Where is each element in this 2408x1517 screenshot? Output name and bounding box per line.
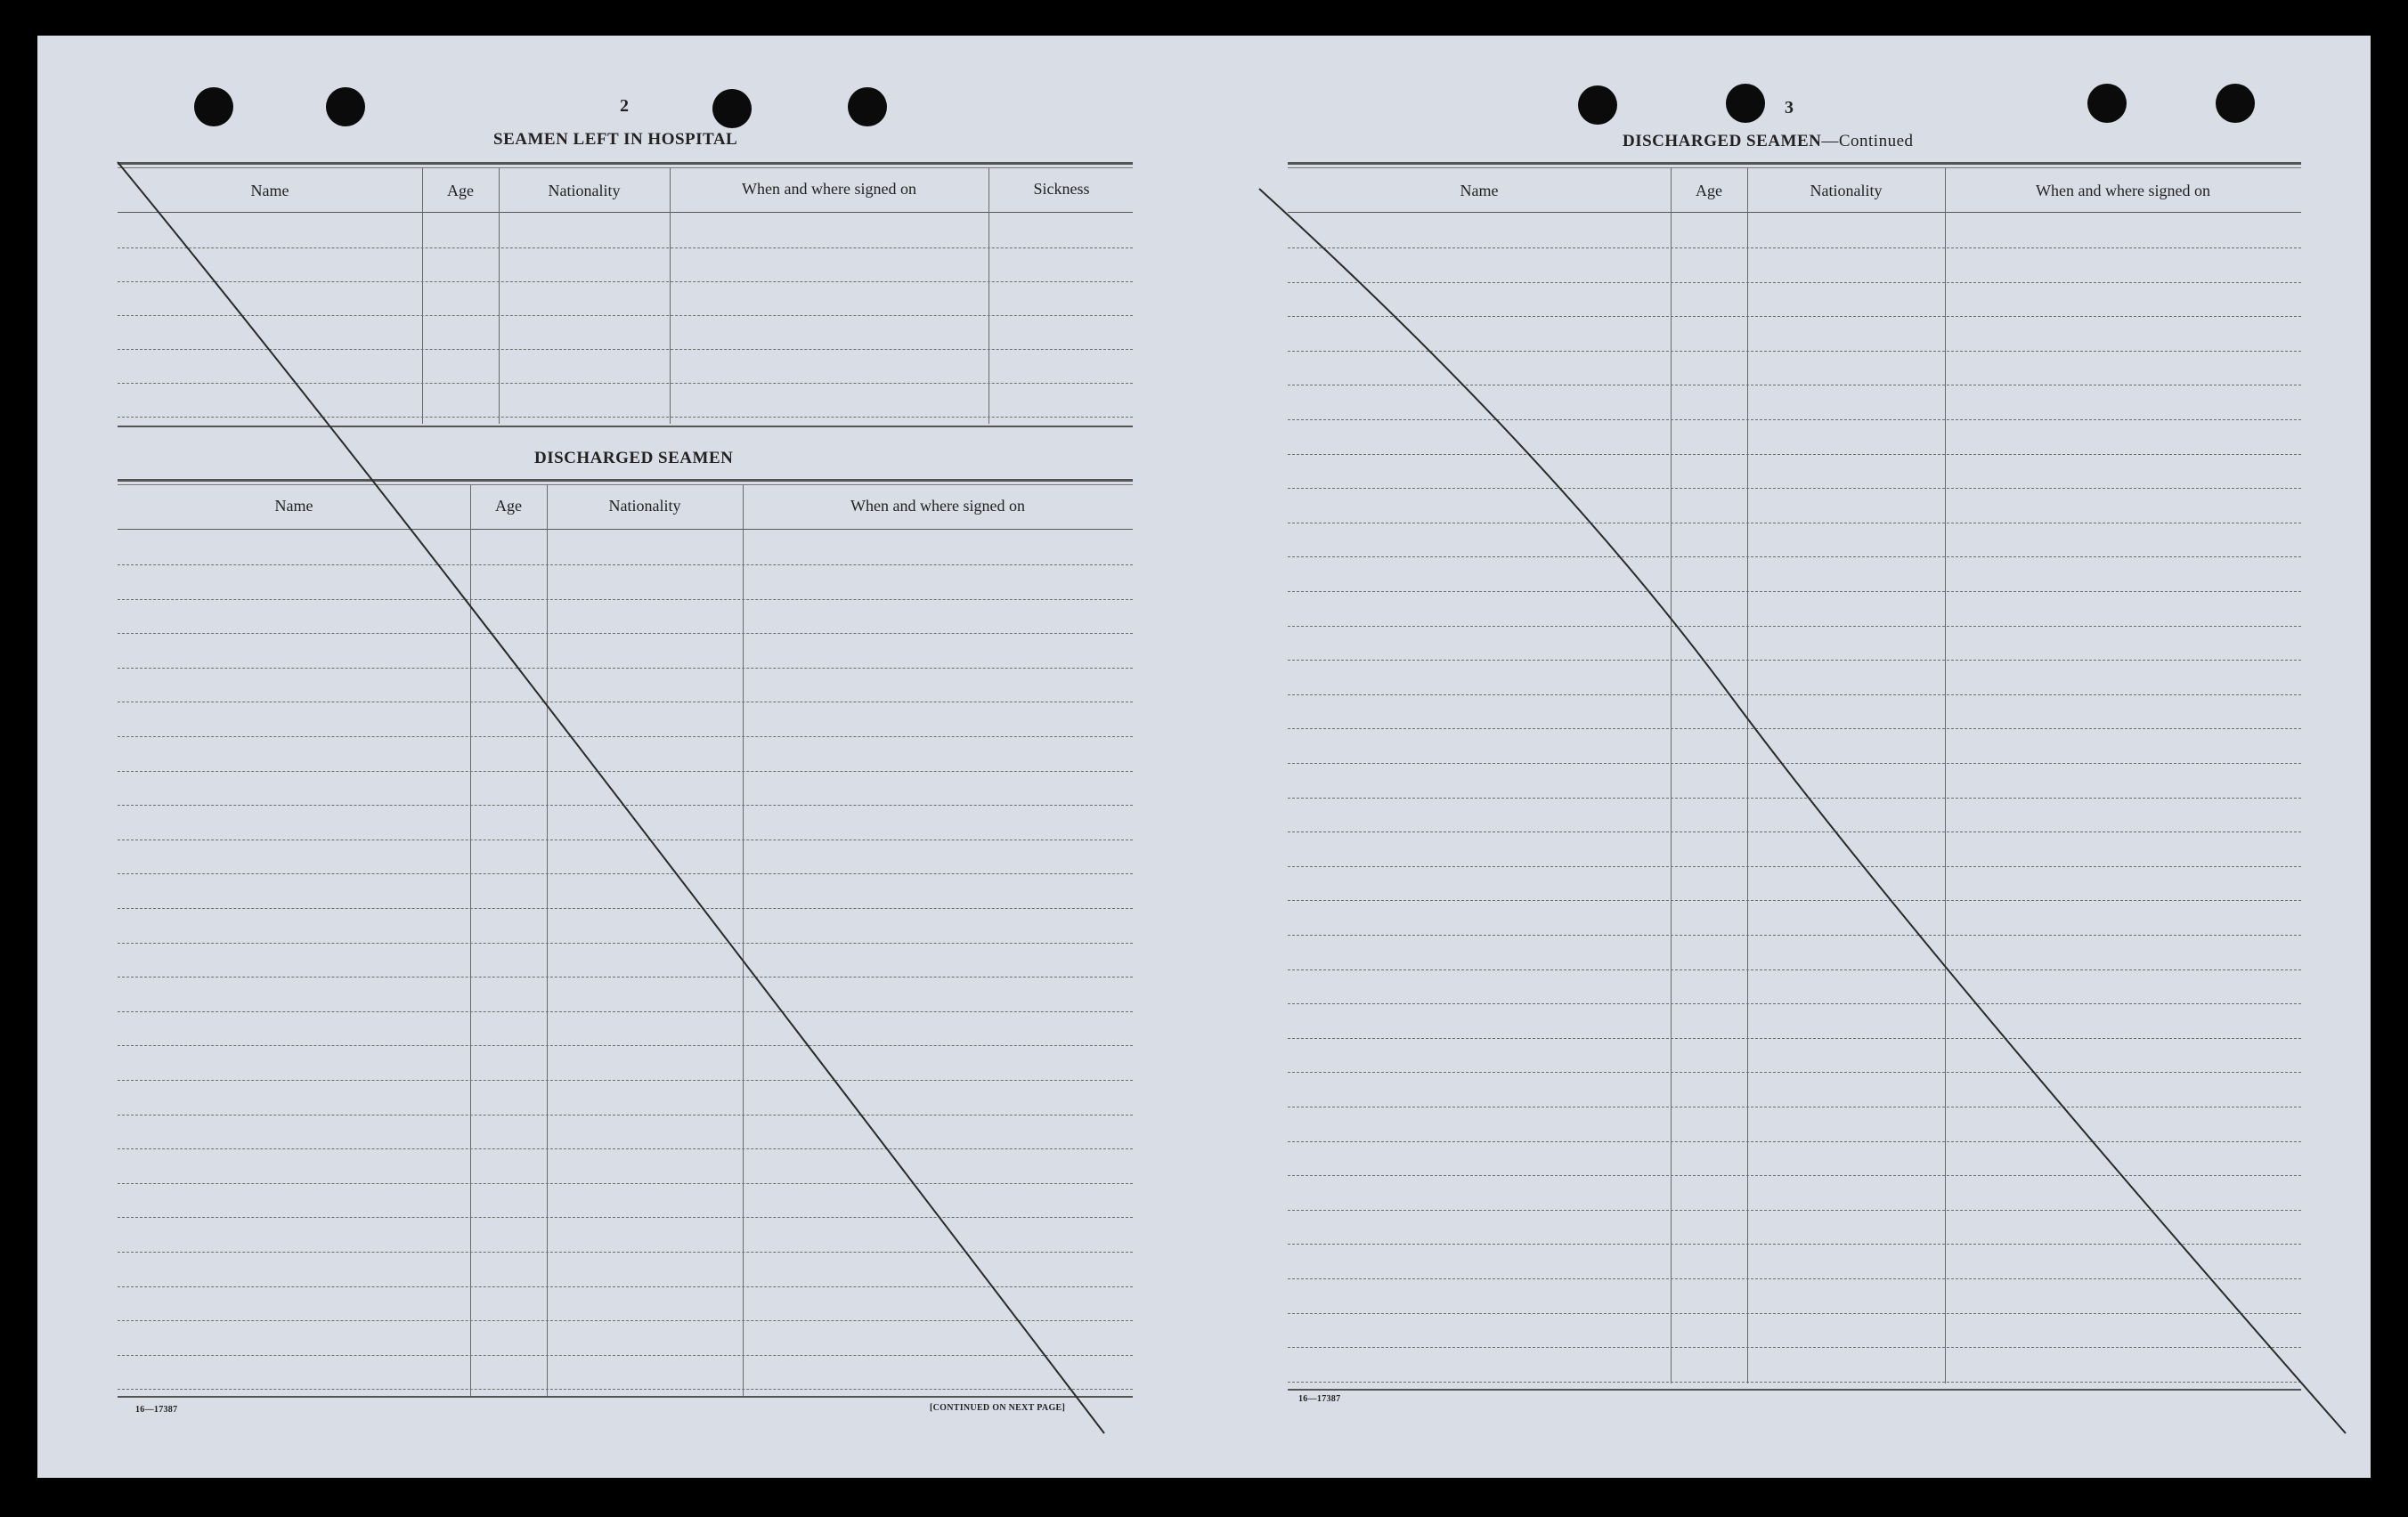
col-header-sickness: Sickness xyxy=(1033,180,1090,198)
col-header-name: Name xyxy=(1460,182,1499,199)
title-suffix: —Continued xyxy=(1821,132,1914,150)
form-number-left: 16—17387 xyxy=(135,1405,178,1415)
col-header-nationality: Nationality xyxy=(1810,182,1883,199)
col-header-age: Age xyxy=(1696,182,1722,199)
col-header-signed-on: When and where signed on xyxy=(742,180,916,198)
page-number-left: 2 xyxy=(620,96,629,116)
strike-line-right xyxy=(1259,189,2346,1433)
col-header-age: Age xyxy=(495,497,522,515)
col-header-signed-on: When and where signed on xyxy=(2036,182,2210,199)
strike-through-lines xyxy=(37,36,2371,1478)
hospital-section-title: SEAMEN LEFT IN HOSPITAL xyxy=(493,130,738,149)
col-header-nationality: Nationality xyxy=(548,182,621,199)
col-header-name: Name xyxy=(274,497,313,515)
col-header-nationality: Nationality xyxy=(608,497,681,515)
col-header-signed-on: When and where signed on xyxy=(850,497,1025,515)
title-main: DISCHARGED SEAMEN xyxy=(1623,132,1822,150)
col-header-name: Name xyxy=(250,182,289,199)
col-header-age: Age xyxy=(447,182,474,199)
strike-line-left xyxy=(118,162,1104,1433)
form-number-right: 16—17387 xyxy=(1298,1394,1341,1404)
page-number-right: 3 xyxy=(1785,98,1794,118)
continued-note: [CONTINUED ON NEXT PAGE] xyxy=(930,1403,1066,1413)
document-sheet xyxy=(37,36,2371,1478)
discharged-section-title: DISCHARGED SEAMEN xyxy=(534,449,734,467)
